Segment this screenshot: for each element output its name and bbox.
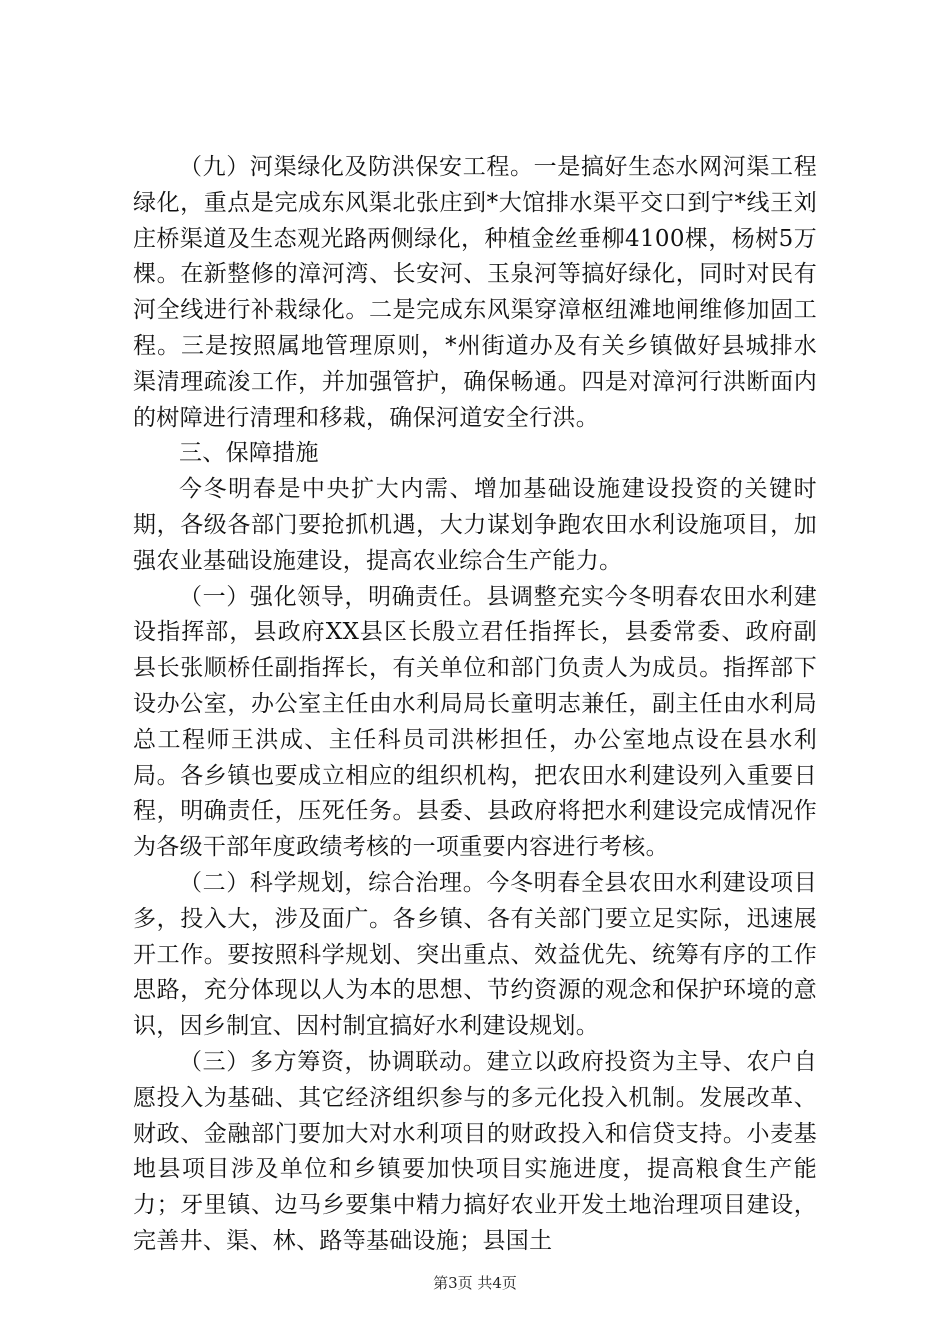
document-body bbox=[133, 150, 817, 1260]
paragraph-planning: （二）科学规划，综合治理。今冬明春全县农田水利建设项目多，投入大，涉及面广。各乡镇、各有关部门要立足实际，迅速展开工作。要按照科学规划、突出重点、效益优先、统筹有序的工作思路，充分体现以人为本的思想、节约资源的观念和保护环境的意识，因乡制宜、因村制宜搞好水利建设规划。 bbox=[133, 869, 817, 1040]
paragraph-leadership: （一）强化领导，明确责任。县调整充实今冬明春农田水利建设指挥部，县政府XX县区长殷立君任指挥长，县委常委、政府副县长张顺桥任副指挥长，有关单位和部门负责人为成员。指挥部下设办公室，办公室主任由水利局局长童明志兼任，副主任由水利局总工程师王洪成、主任科员司洪彬担任，办公室地点设在县水利局。各乡镇也要成立相应的组织机构，把农田水利建设列入重要日程，明确责任，压死任务。县委、县政府将把水利建设完成情况作为各级干部年度政绩考核的一项重要内容进行考核。 bbox=[133, 583, 817, 861]
page-footer: 第3页 共4页 bbox=[433, 1274, 517, 1292]
paragraph-safeguards-intro: 今冬明春是中央扩大内需、增加基础设施建设投资的关键时期，各级各部门要抢抓机遇，大力谋划争跑农田水利设施项目，加强农业基础设施建设，提高农业综合生产能力。 bbox=[133, 476, 817, 574]
paragraph-funding: （三）多方筹资，协调联动。建立以政府投资为主导、农户自愿投入为基础、其它经济组织参与的多元化投入机制。发展改革、财政、金融部门要加大对水利项目的财政投入和信贷支持。小麦基地县项目涉及单位和乡镇要加快项目实施进度，提高粮食生产能力；牙里镇、边马乡要集中精力搞好农业开发土地治理项目建设，完善井、渠、林、路等基础设施；县国土 bbox=[133, 1048, 817, 1254]
paragraph-river-greening: （九）河渠绿化及防洪保安工程。一是搞好生态水网河渠工程绿化，重点是完成东风渠北张庄到*大馆排水渠平交口到宁*线王刘庄桥渠道及生态观光路两侧绿化，种植金丝垂柳4100棵，杨树5万棵。在新整修的漳河湾、长安河、玉泉河等搞好绿化，同时对民有河全线进行补栽绿化。二是完成东风渠穿漳枢纽滩地闸维修加固工程。三是按照属地管理原则，*州街道办及有关乡镇做好县城排水渠清理疏浚工作，并加强管护，确保畅通。四是对漳河行洪断面内的树障进行清理和移栽，确保河道安全行洪。 bbox=[133, 154, 817, 431]
section-heading-safeguards: 三、保障措施 bbox=[179, 440, 319, 467]
